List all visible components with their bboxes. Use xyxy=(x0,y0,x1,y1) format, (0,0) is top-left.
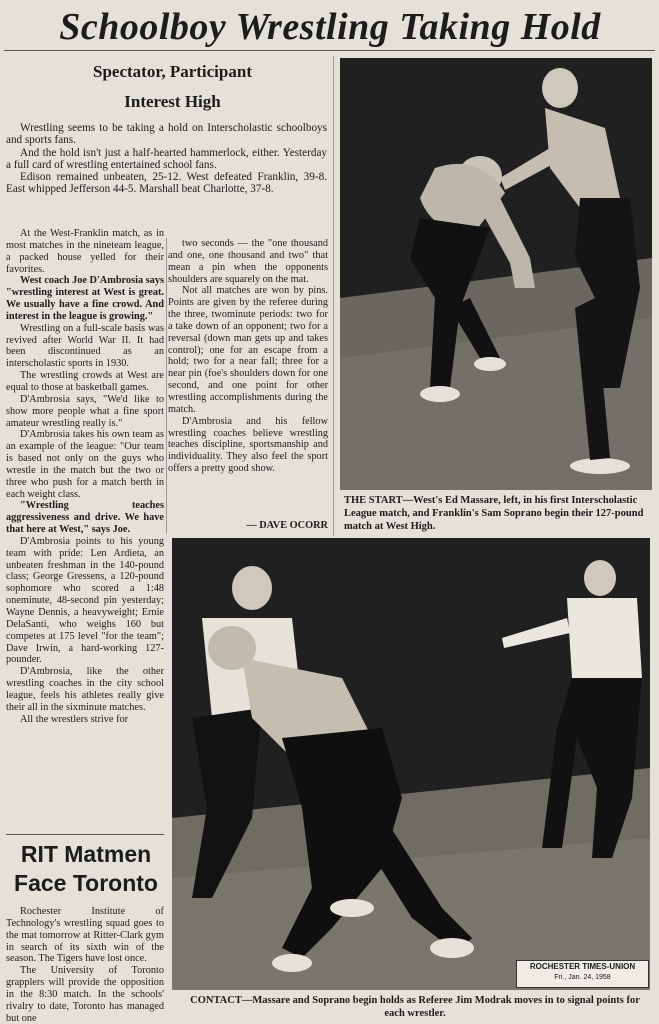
rit-headline xyxy=(6,840,166,898)
column-divider xyxy=(166,238,167,534)
article-paragraph: D'Ambrosia takes his own team as an example of the league: "Our team is based not only on the guys who wrestle in the match but the two or three who push for a match berth in each weight class. xyxy=(6,429,164,500)
rit-rule xyxy=(6,834,164,835)
intro-text xyxy=(6,122,327,228)
article-paragraph: D'Ambrosia points to his young team with pride: Len Ardieta, an unbeaten freshman in the 140-pound class; George Gressens, a 120-pound sophomore who scored a 1:48 oneminute, 48-second pin yesterday; Wayne Dennis, a heavyweight; Ernie DelaSanti, who weighs 160 but competes at 175 level "for the team"; Dave Irwin, a hard-working 127-pounder. xyxy=(6,535,164,666)
intro-paragraph: Edison remained unbeaten, 25-12. West defeated Franklin, 39-8. East whipped Jefferson 44-5. Marshall beat Charlotte, 37-8. xyxy=(6,171,327,196)
page-headline: Schoolboy Wrestling Taking Hold xyxy=(59,6,601,48)
subheadline-line-1: Spectator, Participant xyxy=(93,62,252,81)
column-divider xyxy=(333,56,334,536)
rit-paragraph: Rochester Institute of Technology's wrestling squad goes to the mat tomorrow at Ritter-Clark gym in search of its sixth win of the season. The Tigers have lost once. xyxy=(6,906,164,965)
subheadline-line-2: Interest High xyxy=(124,92,221,111)
article-paragraph: "Wrestling teaches aggressiveness and drive. We have that here at West," says Joe. xyxy=(6,500,164,536)
credit-paper: ROCHESTER TIMES-UNION xyxy=(529,962,636,971)
credit-date: Fri., Jan. 24, 1958 xyxy=(554,974,611,981)
article-paragraph: Not all matches are won by pins. Points are given by the referee during the three, twominute periods: two for a take down of an opponent; two for a reversal (down man gets up and takes control); one for an escape from a hold; two for a near fall; three for a near pin (foe's shoulders down for one second, and one point for other wrestling accomplishments during the match. xyxy=(168,285,328,415)
rit-article xyxy=(6,906,164,1024)
article-paragraph: D'Ambrosia says, "We'd like to show more people what a fine sport amateur wrestling really is." xyxy=(6,393,164,429)
intro-paragraph: Wrestling seems to be taking a hold on Interscholastic schoolboys and sports fans. xyxy=(6,122,327,147)
article-paragraph: D'Ambrosia and his fellow wrestling coaches believe wrestling teaches discipline, sportsmanship and individuality. They also feel the sport offers a pretty good show. xyxy=(168,415,328,475)
wrestlers-contact-image xyxy=(172,538,650,990)
article-paragraph: D'Ambrosia, like the other wrestling coaches in the city school league, feels his athletes really give their all in the sixminute matches. xyxy=(6,666,164,713)
article-column-2 xyxy=(168,238,328,534)
caption-bottom: CONTACT—Massare and Soprano begin holds as Referee Jim Modrak moves in to signal points for each wrestler. xyxy=(190,995,640,1019)
caption-top: THE START—West's Ed Massare, left, in his first Interscholastic League match, and Franklin's Sam Soprano begin their 127-pound match at West High. xyxy=(344,495,644,532)
photo-the-start xyxy=(340,58,652,490)
rit-paragraph: The University of Toronto grapplers will provide the opposition in the 8:30 match. In the schools' rivalry to date, Toronto has managed but one xyxy=(6,965,164,1024)
rit-headline-line-1: RIT Matmen xyxy=(20,841,152,867)
article-paragraph: At the West-Franklin match, as in most matches in the nineteam league, a packed house yelled for their favorites. xyxy=(6,228,164,275)
article-paragraph: All the wrestlers strive for xyxy=(20,713,129,725)
intro-paragraph: And the hold isn't just a half-hearted hammerlock, either. Yesterday a full card of wrestling entertained school fans. xyxy=(6,146,327,171)
headline-rule xyxy=(4,50,655,51)
article-paragraph: The wrestling crowds at West are equal to those at basketball games. xyxy=(6,370,164,393)
article-column-1 xyxy=(6,228,164,830)
byline-container xyxy=(168,520,328,534)
photo-credit-stamp xyxy=(516,960,649,988)
photo-contact xyxy=(172,538,650,990)
article-paragraph: two seconds — the "one thousand and one, one thousand and two" that mean a pin when the opponents shoulders are squarely on the mat. xyxy=(168,238,328,285)
byline: — DAVE OCORR xyxy=(246,520,328,531)
article-paragraph: Wrestling on a full-scale basis was revived after World War II. It had been discontinued as an interscholastic sports in 1930. xyxy=(6,322,164,370)
wrestlers-start-image xyxy=(340,58,652,490)
rit-headline-line-2: Face Toronto xyxy=(14,870,158,896)
article-paragraph: West coach Joe D'Ambrosia says "wrestling interest at West is great. We usually have a fine crowd. And interest in the league is growing." xyxy=(6,275,164,322)
